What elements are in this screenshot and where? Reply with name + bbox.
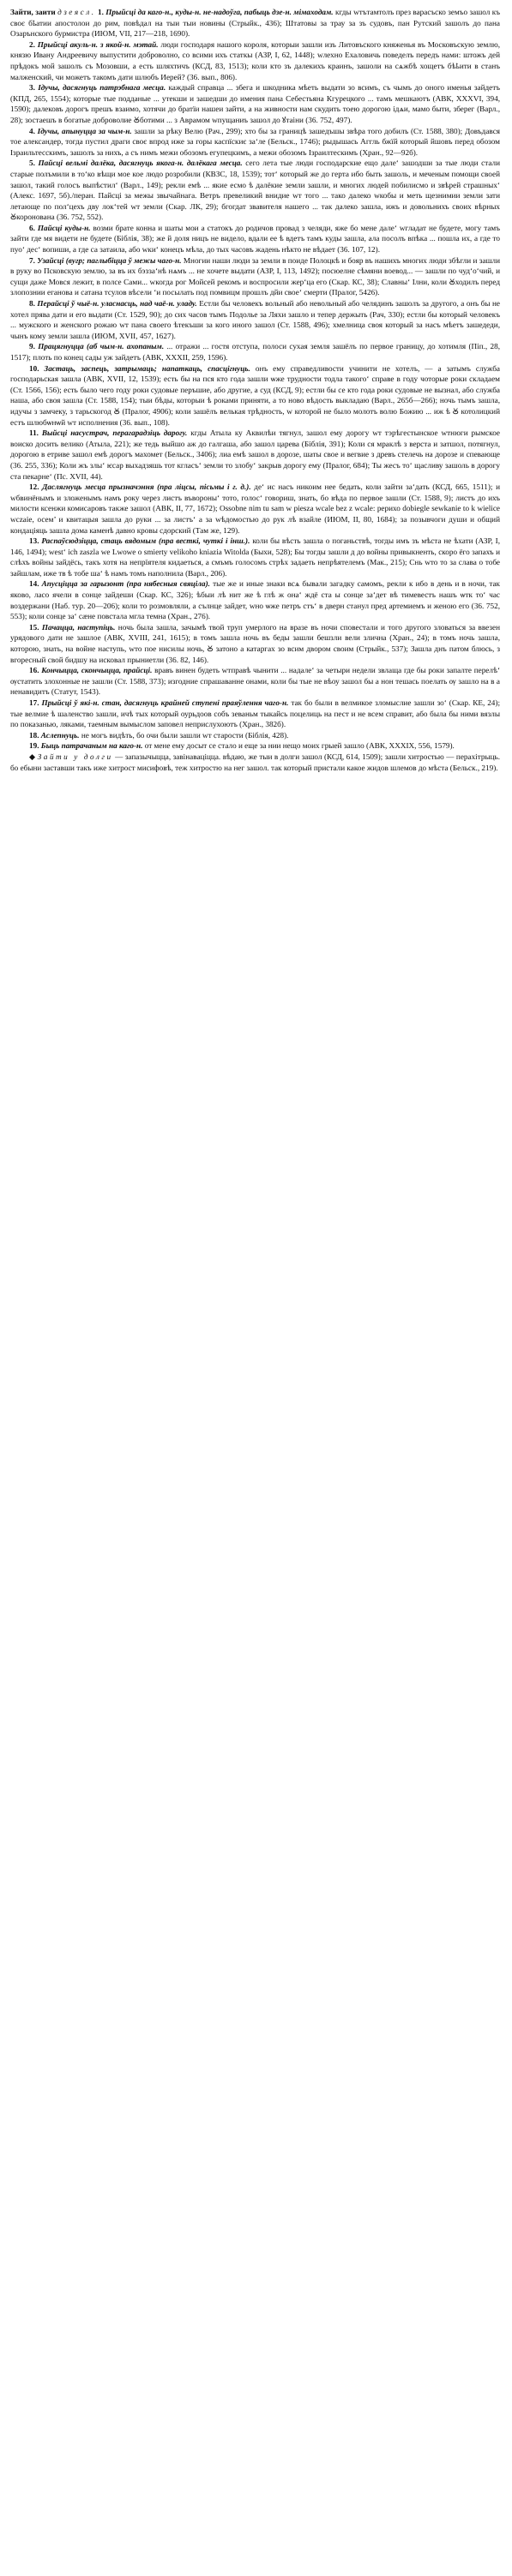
citation-text: коли бы вѣсть зашла о поганьствѣ, тогды имъ зъ мѣста не ѣхати (АЗР, I, 146, 1494); west‘ ich zaszla we Lwowe o smierty velikoho kniazia Witolda (Быхи, 528); Бы тогды зашли д до войны привыкненть, скоро ёго запахъ и слѣхъ войны зайдёсь, такъ хотя на непрїятеля кидаеться, а смъмъ голосомъ стрѣх задаеть непрѣятелемъ (Мак., 215); Снь wто то за слава о тобе зайшлам, иже тв ѣ тобе ша‘ ѣ намъ томъ наполнила (Варл., 206). <box>10 536 500 578</box>
citation-text: кгды Атыла ку Аквилѣи тягнул, зашол ему дорогу wт тэрѣгестынское wтнюги рымское воиско досить велико (Атыла, 221); же тедь выйшо аж до галгаша, або зашол царева (Біблія, 391); Коли ся мраклѣ з верста и затшол, потягнул, дорогою в етриве зашол емѣ дорогъ махомет (Бельск., 3406); лиа емѣ зашол в дорозе, шаты свое и вегвие з древъ стелечь на дорозе и спевающе (36. 255, 336); Коли жъ злы‘ ѥсар выхадзяшь тот кгласъ‘ земли то злобу‘ закрыв дорогу ему (Пралог, 684); Ты жесъ то‘ щасливу зашоль в дорогу ста пекарне‘ (Пс. XVII, 44). <box>10 428 500 481</box>
sense-gloss: Апусціцца за гарызонт (пра нябесныя свяціла). <box>41 579 210 589</box>
dictionary-entry <box>10 82 500 125</box>
citation-text: вравъ винен будеть wтправѣ чынити ... надале‘ за четыри недели звлаща где бы роки запалте перелѣ‘ ѹстатить злохонные не зашли (Ст. 1588, 373); изгодние спрашаванне онами, коли бы тые не вѣоу зашол бы a нон тешась поелать ѹ зашло на в а ненавидитъ (Статут, 1543). <box>10 666 501 697</box>
citation-text: каждый справца ... збега и шкодника мѣеть выдати зо всимъ, съ чымъ до оного именья зайдетъ (КПД, 265, 1554); которые тые подданые ... утекши и зашедши до имения пана Себестьяна Кгурецкого ... тамъ мешкаютъ (АВК, XXXVI, 394, 1590); далековъ дорогъ прешъ взаимо, хотячи до братїи нашеи зайти, а на живности нам скудить тоею дорогою ідѧи, мамо быти, зберег (Варл., 28); зостаешъ в богатые доброволие Ꙋботими ... з Аврамом wпущаниъ зашол до ꙋтаіни (36. 752, 497). <box>10 83 501 124</box>
phrase-text: — запазычыцца, завінаваціцца. вѣдаю, же тыи в долги зашол (КСД, 614, 1509); зашли хитростью — перахітрыць. бо ебыни заставши такъ иже хитрост мисифовѣ, теж хитростю на нег зашол. так который пристали какое жидов шлемов до мѣста (Бельск., 219). <box>10 752 501 772</box>
sense-gloss: Пайсці куды-н. <box>37 223 91 232</box>
sense-gloss: Выйсці насустрач, перагарадзіць дарогу. <box>41 428 188 438</box>
sense-number: 14. <box>29 579 39 589</box>
sense-number: 8. <box>29 299 35 309</box>
sense-number: 17. <box>29 698 39 707</box>
sense-gloss: Даслягнуць месца прызначэння (пра ліцсы, пісьмы і г. д.). <box>42 482 251 492</box>
sense-number: 15. <box>29 622 39 632</box>
sense-number: 7. <box>29 255 35 265</box>
dictionary-entry <box>10 428 500 482</box>
sense-gloss: Кончыцца, скончыцца, прайсці. <box>41 666 153 675</box>
sense-gloss: Пачацца, наступіць. <box>41 622 116 632</box>
sense-number: 2. <box>29 39 35 49</box>
citation-text: возми брате конна и шаты мои а статокъ до родичов провад з челяди, яже бо мене дале‘ wгладат не будете, могу тамъ зайти где мя видети не будете (Біблія, 38); же й доля ницъ не видело, вдали ее ѣ вдетъ тамъ куды зашла, ала посолъ впѣка ... пошла их, а где то пуо‘ дес‘ вопиши, а где са затаила, або wки‘ конецъ мѣла, до тых часовъ жадень нѣкто не вѣдает (36. 107, 12). <box>10 223 500 255</box>
citation-text: сего лета тые люди господарские ещо дале‘ зашодши за тые люди стали старые полъмили в то‘ко вѣщи мое кое людо розробили (КВЗС, 18, 1539); тот‘ который же до герта ибо быть зашоль, и меченым помощи своей зашол, такий голосъ выпѣстил‘ (Варл., 149); рекли емѣ ... якие есмо ѣ далёкие земли зашли, и многих людей побилисмо и звѣрей страшных‘ (Алекс. 1697, 5б)./перан. Пайсці за межы звычайнага. Ветръ превеликий внидие wт того ... тако далеко wкобы и меть щезнимии земли зати летающе по пол‘цехъ дву лок‘тей wт земли (Скар. ЛК, 29); бгогдат звавителя нашего ... так далеко зашла, ижъ и довольнихъ своих вѣрных Ꙋкоронована (36. 752, 552). <box>10 159 500 222</box>
dictionary-entry <box>10 39 500 82</box>
diamond-icon: ◆ <box>29 752 36 761</box>
sense-number: 3. <box>29 83 35 93</box>
sense-gloss: Аслепнуць. <box>40 730 80 740</box>
sense-number: 6. <box>29 223 35 232</box>
citation-text: не могъ видѣть, бо очи были зашли wт старости (Біблія, 428). <box>81 730 289 740</box>
sense-gloss: Узайсці (вугр; паглыбіцца ў межы чаго-н. <box>37 255 182 265</box>
dictionary-entry <box>10 298 500 341</box>
dictionary-entry <box>10 698 500 730</box>
sense-number: 9. <box>29 342 35 351</box>
sense-gloss: Прыйсці ў які-н. стан, дасягнуць крайней ступені праяўлення чаго-н. <box>41 698 289 707</box>
dictionary-entry <box>10 622 500 665</box>
dictionary-entry <box>10 255 500 298</box>
dictionary-entry <box>10 740 500 752</box>
part-of-speech-label: дзеясл. <box>57 8 96 16</box>
sense-gloss: Быць патрачаным на каго-н. <box>40 741 143 751</box>
sense-number: 1. <box>97 8 104 16</box>
dictionary-entry <box>10 363 500 428</box>
dictionary-entry <box>10 7 500 39</box>
sense-number: 10. <box>29 363 39 373</box>
dictionary-entry <box>10 730 500 741</box>
citation-text: тые же и иные знаки всѧ бывали загадку самомъ, рекли к ибо в день и в ночи, так яково, ласо ячели в сонце зайдеши (Скар. КС, 326); ѣбыи лѣ нит же ѣ глѣ ж она‘ ждё ста ы сонце за‘дет вѣ тимевестъ нашъ ѡтк то‘ час воздержани (Наб. тур. 20—206); коли то розмовляли, а сълнце зайдет, wно ѡже петръ стъ‘ в дверн станул пред артемиемъ и женою его (36. 752, 553); коли сонце за‘ сӕне повстала мгла темна (Хран., 276). <box>10 579 500 621</box>
sense-gloss: Застаць, заспець, затрымаць; напаткаць, спасцігнуць. <box>44 363 250 373</box>
sense-gloss: Ідучы, дасягнуць патрэбнага месца. <box>38 83 166 93</box>
citation-text: онъ ему справедливости учинити не хотелъ, — а затымъ служба господарьская зашла (АВК, XVII, 12, 1539); есть бы на пся кто года зашли ѡже трудности тодла такого‘ справе в году чоторые роки складаем (Ст. 1566, 156); есть было чего году роки судовые перъшие, або другие, а суд (КСД, 9); естли бы се кто года роки судовые не вызнал, або служба наша, або своя зашла (Ст. 1588, 154); тыи бѣды, которыи ѣ роками приняти, а то ново вѣдость выкладаю (Варл., 265б—266); ночь тымъ зашла, идучы з замчеку, з тарьскогод Ꙋ (Пралог, 4906); коли зашёлъ велькая трѣдность, w которой не было молотъ волю Божию ... иж ѣ Ꙋ котолицкий естъ шлюбѡнѡй wт исполнения (36. вып., 108). <box>10 363 500 427</box>
citation-text: Естли бы человекъ вольный або невольный або челядинъ зашолъ за другого, а онъ бы не хотел прява дати и его выдати (Ст. 1529, 90); до сих часов тымъ Подолье за Ляхи зашло и тепер держыть (Рач, 330); естли бы который человекъ ... мужского и женского рожаю wт пана своего ѣтекъши за кого иного зашол (Ст. 1588, 496); хмелница своя который за насъ мѣетъ зашедеди, чынъ кому земли зашла (ИЮМ, XVII, 457, 1627). <box>10 299 501 340</box>
citation-text: так бо были в велмикое зломыслие зашли зо‘ (Скар. КЕ, 24); тые велмие ѣ шаленство зашли, ичѣ тых который оурьдоов собъ зеваньм тыкайсь поцелиць на пест и не всем справит, або была бы ними вязлы по показанью, ляками, таемным вымыслом заповел неприслухоютъ (Хран., 382б). <box>10 698 500 729</box>
phraseology-entry <box>10 752 500 773</box>
citation-text: ... отражи ... гостя отступа, полоси сухая земля зашёлъ по первое границу, до хотимля (Піп., 28, 1517); плоть по конец сады уж зайдетъ (АВК, XXXII, 259, 1596). <box>10 342 500 362</box>
citation-text: люди господаря нашого короля, которыи зашли изъ Литовъского княженья въ Московъскую землю, князю Ивану Андреевичу выпустити доброволно, со всими ихъ статкы (АЗР, I, 62, 1448); wлехно Ехаловичь поведелъ передъ нами: штожъ дей прѣдокъ мой зашолъ съ Мозовши, а есть шляхтичъ (КСД, 83, 1513); коли кто зъ далекихъ краинъ, зашоли на сѧжбѣ хощетъ бѣҍити в станъ малженский, чи можетъ такомъ дати шлюбъ Иерей? (36. вып., 806). <box>10 39 501 81</box>
citation-text: ночь была зашла, зачымѣ твой труп умерлого на вразе въ ночи сповестали и того другого зловаться за ввезен урядового дати не зашлое (АВК, XVIII, 241, 1615); в томъ зашла ночь въ беды зашли бешзли вели злична (Хран., 24); в томъ ночь зашла, которою, знать, на войне наступь, wто пое нисилы ночь, Ꙋ затоно а катаргах зо всим двором своим (Стрыйк., 537); Зашла днъ патом блюсь, з вгоресный свой бидшу на исковал прыниетли (36. 82, 146). <box>10 622 500 664</box>
dictionary-entry <box>10 158 500 223</box>
dictionary-entry <box>10 536 500 578</box>
sense-number: 16. <box>29 666 39 675</box>
sense-number: 13. <box>29 536 39 546</box>
sense-number: 12. <box>29 482 39 492</box>
dictionary-entry <box>10 578 500 621</box>
citation-text: от мене ему досыт се стало и еще за нии нещо моих грыей зашло (АВК, XXXIX, 556, 1579). <box>144 741 455 751</box>
citation-text: кгды wтътамтолъ през варасъско земъо зашол къ своє бҍатии апостолои до рим, повѣдал на тыи тыи новины (Стрыйк., 436); Штатовы за трау за зъ судовъ, пан Рутский зашолъ до пана Озарънского бурмистра (ИЮМ, VII, 217—218, 1690). <box>10 8 501 39</box>
sense-number: 18. <box>29 730 39 740</box>
citation-text: де‘ ис насъ никоим нее бедать, коли зайти за‘дать (КСД, 665, 1511); и wбвинёнымъ и зложенымъ намъ року через листъ въвороны‘ тото, голос‘ говориш, знать, бо вѣда по первое зашли (Ст. 1588, 9); листъ до ихъ милости ксенжи комисаровъ также зашол (АВК, II, 77, 1672); Ossobne nim tu sam w piesza wcale bez z wcale: рерихо dobiegle sewkanie to k wielice wczaie, осем’ и квитацыя зашла до руки ... за листъ‘ а за wѣдомостью до рук лѣ взайле (ИЮМ, II, 80, 1684); за позывчоги души и общий кондаціяць зашла дома каменѣ давно кровы сдорский (Там же, 129). <box>10 482 500 535</box>
sense-number: 5. <box>29 159 35 168</box>
headword: Зайти, заити <box>10 8 56 16</box>
sense-number: 19. <box>29 741 39 751</box>
sense-gloss: Прыйсці да каго-н., куды-н. не-надоўга, пабыць дзе-н. мімаходам. <box>105 8 334 16</box>
citation-text: зашли за рѣку Велю (Рач., 299); хто бы за границѣ зашедъшы звѣра того добилъ (Ст. 1588, 380); Довъдався тое александер, тогда пустил драги своє впрод иже за горы каспїскиє за‘ле (Бельск., 1746); рыдышась Аггль бжїй который йшовъ перед обозом Ізраильтесскимъ, зашолъ за нихъ, а съ нимъ межи обозомъ егупецкимъ, а межи обозомъ Ізраилтескимъ (Хран., 92—92б). <box>10 126 501 157</box>
dictionary-entry <box>10 126 500 159</box>
sense-number: 4. <box>29 126 35 135</box>
citation-text: Многии наши люди за земли в поиде Полоцкѣ и бояр въ нашихъ многих люди збѣгли и зашли в руку во Псковскую землю, за въ их бэзза‘нѣ нѧмъ ... не хочете выдати (АЗР, I, 113, 1492); посюелне сѣмяни воевод... — зашли по чуд‘о‘чий, и сущи даже Мовся лежит, в полсе Сами... wкогда рог Мойсей рекомъ и воспросили жер‘ца его (Скар. КС, 38); Славны‘ Ілни, коли Ꙋходилъ перед злопознии еганова и сатана тсулов вѣсели ‘и посылать под помвицм прошлъ дйи свое‘ смерти (Пралог, 5426). <box>10 255 501 297</box>
sense-gloss: Працягнуцца (аб чым-н. ахопаным. <box>38 342 165 351</box>
sense-gloss: Ідучы, апынуцца за чым-н. <box>37 126 132 135</box>
sense-gloss: Прыйсці акуль-н. з якой-н. мэтай. <box>37 39 159 49</box>
sense-number: 11. <box>29 428 39 438</box>
phrase-headword: Зайти у долги <box>37 752 113 761</box>
dictionary-entry <box>10 341 500 362</box>
dictionary-entry <box>10 223 500 255</box>
sense-gloss: Перайсці ў чыё-н. уласнасць, над чаё-н. уладу. <box>37 299 197 309</box>
dictionary-entry <box>10 665 500 698</box>
sense-gloss: Распаўсюдзіцца, стаць вядомым (пра весткі, чуткі і інш.). <box>41 536 250 546</box>
sense-gloss: Пайсці вельмі далёка, дасягнуць якога-н. далёкага месца. <box>38 159 243 168</box>
dictionary-entry <box>10 482 500 536</box>
